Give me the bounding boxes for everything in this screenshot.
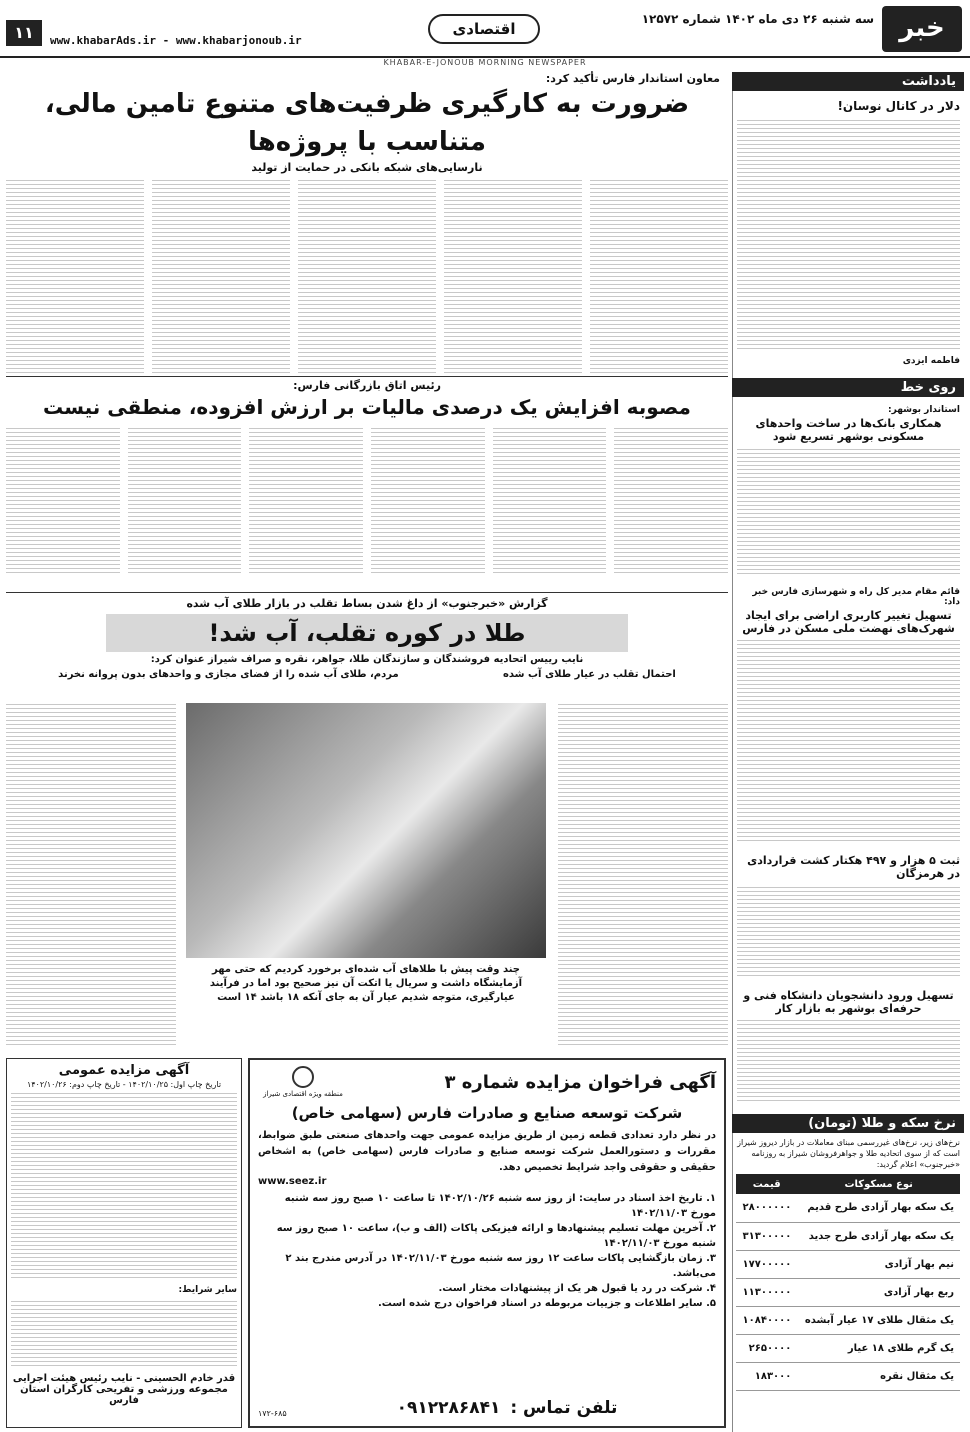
tender-org [258,1066,348,1098]
item2-kicker: قائم مقام مدیر کل راه و شهرسازی فارس خبر داد: [752,587,960,607]
text-column [128,426,242,576]
item2-body [737,639,960,844]
main-kicker: معاون استاندار فارس تأکید کرد: [545,72,720,85]
tax-article [6,376,728,586]
tender-step: ۲. آخرین مهلت تسلیم پیشنهادها و ارائه فیزیکی پاکات (الف و ب)، ساعت ۱۰ صبح روز سه شنبه مورخ ۱۴۰۲/۱۱/۰۳ [276,1223,716,1249]
newspaper-logo: خبر [882,6,962,52]
main-headline: ضرورت به کارگیری ظرفیت‌های متنوع تامین مالی، متناسب با پروژه‌ها [44,89,690,157]
text-column [249,426,363,576]
gold-subheads [6,669,728,680]
price-row [736,1222,960,1250]
tender-intro: در نظر دارد تعدادی قطعه زمین از طریق مزایده عمومی جهت واحدهای صنعتی طبق ضوابط، مقررات و دستورالعمل شرکت توسعه صنایع و صادرات فارس (سهامی خاص) به اشخاص حقیقی و حقوقی واجد شرایط تخصیص دهد. [258,1130,716,1173]
gold-sub2: مردم، طلای آب شده را از فضای مجازی و واحدهای بدون پروانه نخرند [58,669,399,680]
price-row [736,1334,960,1362]
note-title: دلار در کانال نوسان! [837,99,960,113]
tender-header [258,1066,716,1098]
tender-steps [258,1191,716,1311]
text-column [152,180,290,380]
text-column [614,426,728,576]
price-value: ۱۱۳۰۰۰۰۰ [736,1278,797,1306]
item3-title: ثبت ۵ هزار و ۴۹۷ هکتار کشت قراردادی در هرمزگان [747,854,960,880]
text-column [6,180,144,380]
tax-kicker: رئیس اتاق بازرگانی فارس: [293,379,441,392]
section-label: اقتصادی [428,14,540,44]
main-columns [6,180,728,380]
price-value: ۲۸۰۰۰۰۰۰ [736,1194,797,1222]
tender-code: ۱۷۲-۶۸۵ [258,1409,287,1418]
text-column [493,426,607,576]
price-row [736,1250,960,1278]
price-name: یک گرم طلای ۱۸ عیار [797,1334,960,1362]
item4-title: تسهیل ورود دانشجویان دانشکاه فنی و حرفه‌ای بوشهر به بازار کار [743,989,954,1015]
item2-title: تسهیل تغییر کاربری اراضی برای ایجاد شهرک‌های نهضت ملی مسکن در فارس [742,609,955,635]
price-row [736,1362,960,1390]
gold-deck: نایب رییس اتحادیه فروشندگان و سازندگان طلا، جواهر، نقره و صراف شیراز عنوان کرد: [150,654,584,665]
tender-step: ۳. زمان بازگشایی پاکات ساعت ۱۲ روز سه شنبه مورخ ۱۴۰۲/۱۱/۰۳ در آدرس مندرج بند ۲ می‌باشد. [285,1253,716,1279]
prices-table [736,1174,960,1391]
text-column [590,180,728,380]
gold-headline: طلا در کوره تقلب، آب شد! [106,614,628,652]
phone-number[interactable]: ۰۹۱۲۲۸۶۸۴۱ [396,1398,501,1418]
price-row [736,1194,960,1222]
page-number: ۱۱ [6,20,42,46]
item1-body [737,447,960,577]
prices-label: نرخ سکه و طلا (تومان) [732,1114,964,1133]
tender-step: ۱. تاریخ اخذ اسناد در سایت: از روز سه شنبه ۱۴۰۲/۱۰/۲۶ تا ساعت ۱۰ صبح روز سه شنبه مورخ ۱۴۰۲/۱۱/۰۳ [284,1193,716,1219]
tender-notice [248,1058,726,1428]
text-column [558,703,728,1048]
gold-caption: چند وقت پیش با طلاهای آب شده‌ای برخورد کردیم که حتی مهر آزمایشگاه داشت و سریال یا اتکت آن نیز صحیح بود اما در فرآیند عیارگیری، متوجه شدیم عیار آن به جای آنکه ۱۸ باشد ۱۴ است [209,964,523,1003]
col-price: قیمت [736,1174,797,1194]
tender-phone [310,1398,704,1418]
auction1-date: تاریخ چاپ اول: ۱۴۰۲/۱۰/۲۵ - تاریخ چاپ دوم: ۱۴۰۲/۱۰/۲۶ [26,1080,222,1089]
price-value: ۱۰۸۴۰۰۰۰ [736,1306,797,1334]
news-label: روی خط [732,378,964,397]
gold-article [6,592,728,1050]
auction1-notes [11,1299,237,1369]
tender-org-name: منطقه ویژه اقتصادی شیراز [263,1090,343,1098]
price-row [736,1306,960,1334]
tax-headline: مصوبه افزایش یک درصدی مالیات بر ارزش افزوده، منطقی نیست [43,395,691,419]
text-column [6,426,120,576]
item3-body [737,884,960,979]
price-name: یک سکه بهار آزادی طرح جدید [797,1222,960,1250]
tender-title: آگهی فراخوان مزایده شماره ۳ [444,1071,716,1093]
tender-step: ۵. سایر اطلاعات و جزییات مربوطه در اسناد فراخوان درج شده است. [377,1298,716,1309]
text-column [444,180,582,380]
auction1-body [11,1091,237,1281]
auction1-notes-title: سایر شرایط: [178,1285,237,1295]
masthead [0,0,970,58]
sidebar [732,72,964,1432]
gold-photo [186,703,546,958]
auction1-sign: قدر خادم الحسینی - نایب رئیس هیئت اجرایی مجموعه ورزشی و تفریحی کارگران استان فارس [12,1373,236,1406]
price-name: یک مثقال نقره [797,1362,960,1390]
tax-columns [6,426,728,576]
item1-title: همکاری بانک‌ها در ساخت واحدهای مسکونی بوشهر تسریع شود [755,417,942,443]
price-value: ۱۸۳۰۰۰ [736,1362,797,1390]
price-name: ربع بهار آزادی [797,1278,960,1306]
phone-label: تلفن تماس : [510,1398,618,1418]
text-column [6,703,176,1048]
price-value: ۳۱۳۰۰۰۰۰ [736,1222,797,1250]
price-name: یک سکه بهار آزادی طرح قدیم [797,1194,960,1222]
col-type: نوع مسکوکات [797,1174,960,1194]
price-value: ۲۶۵۰۰۰۰ [736,1334,797,1362]
item4-body [737,1019,960,1104]
auction1-title: آگهی مزایده عمومی [58,1063,190,1078]
prices-header-row [736,1174,960,1194]
issue-info: سه شنبه ۲۶ دی ماه ۱۴۰۲ شماره ۱۲۵۷۲ [641,12,874,26]
tagline: KHABAR-E-JONOUB MORNING NEWSPAPER [383,58,587,67]
gold-kicker: گزارش «خبرجنوب» از داغ شدن بساط تقلب در بازار طلای آب شده [186,597,548,610]
price-value: ۱۷۷۰۰۰۰۰ [736,1250,797,1278]
website-urls[interactable]: www.khabarAds.ir - www.khabarjonoub.ir [50,34,302,47]
company-logo-icon [292,1066,314,1088]
note-label: یادداشت [732,72,964,91]
gold-sub1: احتمال تقلب در عیار طلای آب شده [503,669,676,680]
price-name: نیم بهار آزادی [797,1250,960,1278]
note-body [737,117,960,352]
main-article [6,72,728,370]
item1-kicker: استاندار بوشهر: [888,405,960,415]
main-subhead: نارسایی‌های شبکه بانکی در حمایت از تولید [251,161,483,174]
tender-step: ۴. شرکت در رد یا قبول هر یک از پیشنهادات مختار است. [438,1283,716,1294]
text-column [298,180,436,380]
text-column [371,426,485,576]
tender-company: شرکت توسعه صنایع و صادرات فارس (سهامی خاص) [291,1104,683,1122]
price-name: یک مثقال طلای ۱۷ عیار آبشده [797,1306,960,1334]
note-author: فاطمه ایزدی [902,356,960,366]
prices-intro: نرخ‌های زیر، نرخ‌های غیررسمی مبنای معاملات در بازار دیروز شیراز است که از سوی اتحادیه طلا و جواهرفروشان شیراز به روزنامه «خبرجنوب» اعلام گردید: [737,1138,960,1169]
price-row [736,1278,960,1306]
tender-site[interactable]: www.seez.ir [258,1176,327,1187]
auction-notice [6,1058,242,1428]
